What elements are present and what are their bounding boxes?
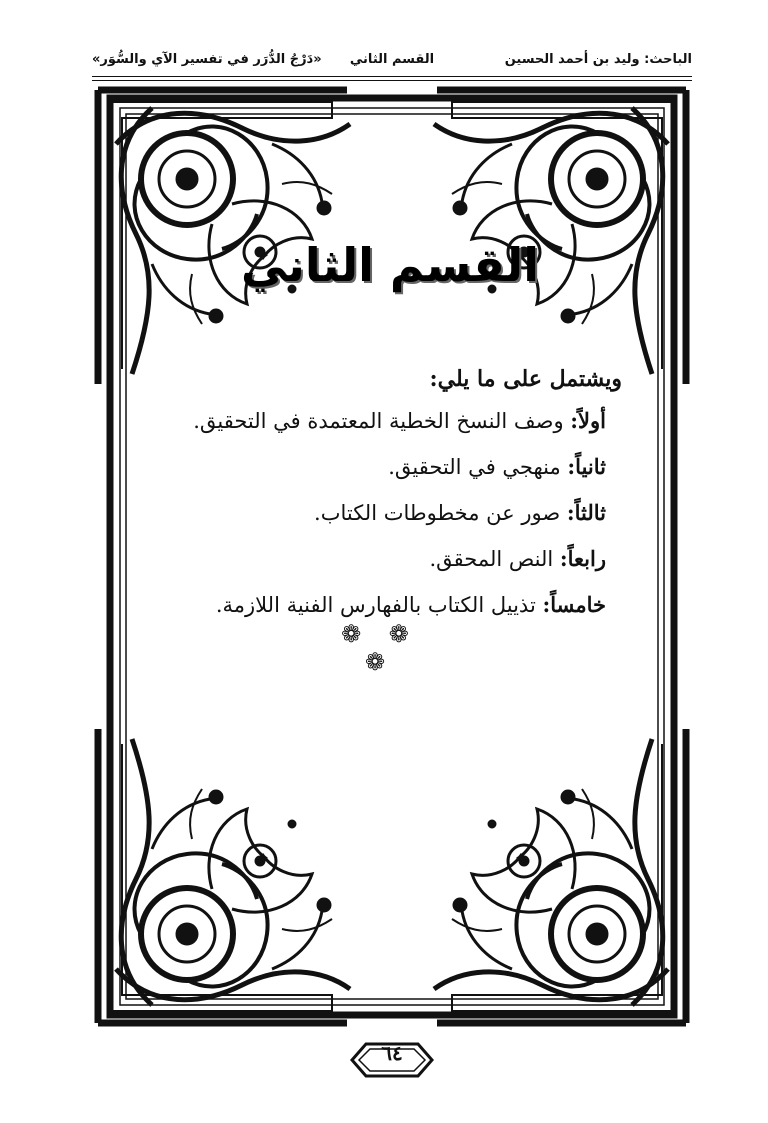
item-text: وصف النسخ الخطية المعتمدة في التحقيق. bbox=[193, 409, 564, 433]
list-item bbox=[156, 454, 606, 500]
item-text: تذييل الكتاب بالفهارس الفنية اللازمة. bbox=[215, 593, 536, 617]
flower-ornament-icon: ❁ ❁ ❁ bbox=[341, 620, 419, 676]
list-item bbox=[156, 408, 606, 454]
item-text: منهجي في التحقيق. bbox=[388, 455, 561, 479]
intro-text: ويشتمل على ما يلي: bbox=[429, 366, 622, 392]
contents-list bbox=[156, 408, 606, 638]
list-item bbox=[156, 546, 606, 592]
header-author: الباحث: وليد بن أحمد الحسين bbox=[504, 52, 692, 67]
item-label: ثالثاً: bbox=[566, 500, 606, 525]
running-header bbox=[92, 48, 692, 74]
item-text: صور عن مخطوطات الكتاب. bbox=[314, 501, 561, 525]
header-rule bbox=[92, 76, 692, 77]
item-label: أولاً: bbox=[570, 408, 606, 433]
corner-ornament-top-right bbox=[434, 90, 686, 384]
page-number: ٦٤ bbox=[381, 1041, 403, 1065]
item-label: خامساً: bbox=[542, 592, 606, 617]
corner-ornament-bottom-right bbox=[434, 729, 686, 1023]
corner-ornament-bottom-left bbox=[98, 729, 350, 1023]
item-text: النص المحقق. bbox=[429, 547, 554, 571]
item-label: ثانياً: bbox=[567, 454, 606, 479]
section-title: القسم الثاني bbox=[241, 238, 539, 292]
header-rule-thin bbox=[92, 80, 692, 81]
header-book-title: «دَرْجُ الدُّرَر في تفسير الآي والسُّوَر» bbox=[92, 52, 322, 67]
corner-ornament-top-left bbox=[98, 90, 350, 384]
header-section: القسم الثاني bbox=[349, 52, 435, 67]
list-item bbox=[156, 500, 606, 546]
item-label: رابعاً: bbox=[559, 546, 606, 571]
